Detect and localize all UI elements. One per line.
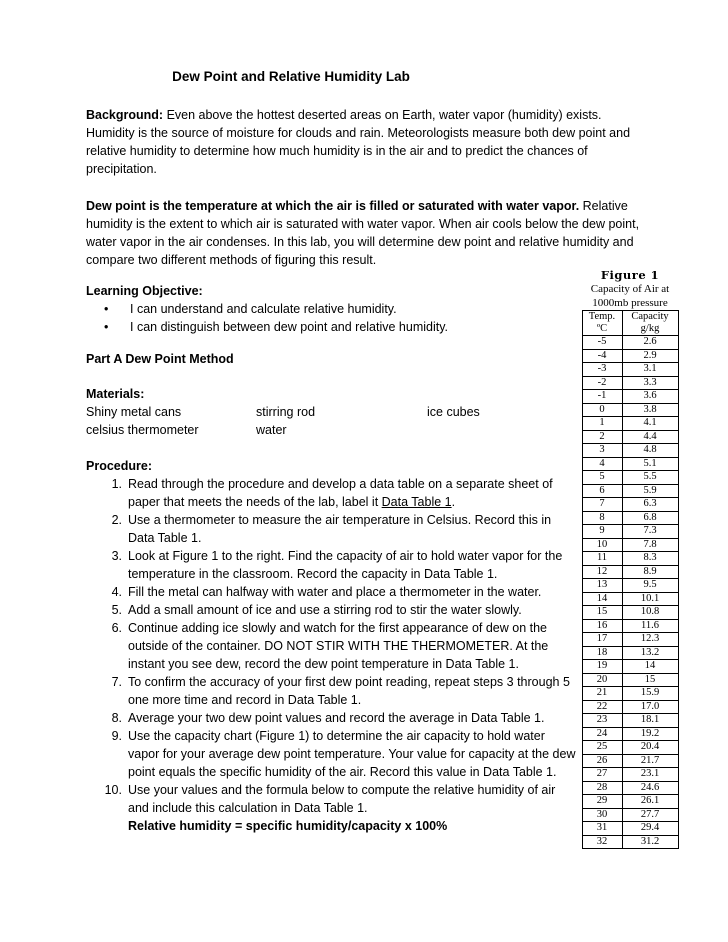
table-row	[582, 822, 678, 836]
capacity-cell: 3.8	[622, 403, 678, 417]
figure-title: Figure 1	[600, 268, 660, 282]
temp-cell: 6	[582, 484, 622, 498]
procedure-step: 10. Use your values and the formula below to compute the relative humidity of air and include this calculation in Data Table 1. Relative humidity = specific humidity/capacity x 100%	[104, 783, 556, 833]
objective-item: • I can understand and calculate relative humidity.	[86, 300, 576, 318]
objective-item: • I can distinguish between dew point and relative humidity.	[86, 318, 576, 336]
table-row	[582, 336, 678, 350]
procedure-step: 9. Use the capacity chart (Figure 1) to determine the air capacity to hold water vapor for your average dew point temperature. Your value for capacity at the dew point equals the specific humidity of the air. Record this value in Data Table 1.	[111, 729, 576, 779]
capacity-cell: 5.9	[622, 484, 678, 498]
procedure-step: 2. Use a thermometer to measure the air temperature in Celsius. Record this in Data Table 1.	[111, 513, 552, 545]
temp-cell: 8	[582, 511, 622, 525]
capacity-cell: 7.8	[622, 538, 678, 552]
temp-cell: 25	[582, 741, 622, 755]
capacity-cell: 27.7	[622, 808, 678, 822]
temp-cell: 18	[582, 646, 622, 660]
capacity-cell: 3.6	[622, 390, 678, 404]
table-row	[582, 835, 678, 849]
table-header-row	[582, 311, 678, 336]
temp-cell: 30	[582, 808, 622, 822]
temp-cell: 13	[582, 579, 622, 593]
table-row	[582, 376, 678, 390]
capacity-cell: 8.3	[622, 552, 678, 566]
temp-cell: 1	[582, 417, 622, 431]
procedure-steps	[86, 475, 576, 835]
page-title: Dew Point and Relative Humidity Lab	[172, 69, 410, 84]
temp-cell: 20	[582, 673, 622, 687]
procedure-step: 3. Look at Figure 1 to the right. Find the capacity of air to hold water vapor for the temperature in the classroom. Record the capacity in Data Table 1.	[111, 549, 563, 581]
procedure-step: 7. To confirm the accuracy of your first dew point reading, repeat steps 3 through 5 one more time and record in Data Table 1.	[111, 675, 570, 707]
capacity-table	[582, 310, 679, 849]
objective-heading: Learning Objective:	[86, 284, 203, 298]
capacity-cell: 21.7	[622, 754, 678, 768]
temp-cell: 19	[582, 660, 622, 674]
capacity-cell: 4.1	[622, 417, 678, 431]
capacity-table-body	[582, 336, 678, 849]
figure-1	[581, 268, 679, 849]
temp-cell: -5	[582, 336, 622, 350]
procedure-step: 8. Average your two dew point values and record the average in Data Table 1.	[111, 711, 545, 725]
table-row	[582, 390, 678, 404]
capacity-cell: 18.1	[622, 714, 678, 728]
temp-cell: 16	[582, 619, 622, 633]
definition-paragraph	[86, 197, 651, 269]
table-row	[582, 741, 678, 755]
capacity-cell: 14	[622, 660, 678, 674]
capacity-cell: 11.6	[622, 619, 678, 633]
materials-heading: Materials:	[86, 387, 145, 401]
table-row	[582, 565, 678, 579]
procedure-step: 1. Read through the procedure and develop a data table on a separate sheet of paper that meets the needs of the lab, label it Data Table 1.	[111, 477, 553, 509]
table-row	[582, 552, 678, 566]
capacity-cell: 6.8	[622, 511, 678, 525]
table-row	[582, 349, 678, 363]
temp-cell: 7	[582, 498, 622, 512]
capacity-cell: 3.3	[622, 376, 678, 390]
material-item: ice cubes	[427, 405, 480, 419]
capacity-cell: 20.4	[622, 741, 678, 755]
capacity-cell: 23.1	[622, 768, 678, 782]
definition-text: Relative humidity is the extent to which air is saturated with water vapor. When air cools below the dew point, water vapor in the air condenses. In this lab, you will determine dew point and relative humidity and compare two different methods of figuring this result.	[86, 199, 640, 267]
temp-cell: 24	[582, 727, 622, 741]
material-item: Shiny metal cans	[86, 405, 182, 419]
procedure-step: 5. Add a small amount of ice and use a stirring rod to stir the water slowly.	[111, 603, 522, 617]
table-row	[582, 768, 678, 782]
temp-cell: 23	[582, 714, 622, 728]
capacity-cell: 8.9	[622, 565, 678, 579]
temp-cell: 12	[582, 565, 622, 579]
data-table-link: Data Table 1	[381, 495, 452, 509]
table-row	[582, 700, 678, 714]
temp-cell: 14	[582, 592, 622, 606]
table-row	[582, 498, 678, 512]
figure-caption: Capacity of Air at 1000mb pressure	[590, 283, 670, 309]
table-row	[582, 687, 678, 701]
part-a-heading: Part A Dew Point Method	[86, 352, 234, 366]
temp-cell: 26	[582, 754, 622, 768]
temp-cell: 31	[582, 822, 622, 836]
capacity-cell: 9.5	[622, 579, 678, 593]
table-row	[582, 430, 678, 444]
material-item: stirring rod	[256, 405, 316, 419]
table-row	[582, 457, 678, 471]
capacity-cell: 5.1	[622, 457, 678, 471]
temp-cell: 0	[582, 403, 622, 417]
capacity-cell: 19.2	[622, 727, 678, 741]
table-row	[582, 781, 678, 795]
temp-cell: 17	[582, 633, 622, 647]
material-item: water	[256, 423, 287, 437]
relative-humidity-formula: Relative humidity = specific humidity/capacity x 100%	[128, 819, 448, 833]
capacity-cell: 4.8	[622, 444, 678, 458]
procedure-step: 4. Fill the metal can halfway with water and place a thermometer in the water.	[111, 585, 542, 599]
procedure-step: 6. Continue adding ice slowly and watch for the first appearance of dew on the outside of the container. DO NOT STIR WITH THE THERMOMETER. At the instant you see dew, record the dew point temperature in Data Table 1.	[111, 621, 549, 671]
temp-cell: -3	[582, 363, 622, 377]
background-text: Even above the hottest deserted areas on Earth, water vapor (humidity) exists. Humidity is the source of moisture for clouds and rain. Meteorologists measure both dew point and relative humidity to determine how much humidity is in the air and to predict the chances of precipitation.	[86, 108, 631, 176]
capacity-cell: 5.5	[622, 471, 678, 485]
temp-cell: 15	[582, 606, 622, 620]
capacity-cell: 12.3	[622, 633, 678, 647]
capacity-cell: 7.3	[622, 525, 678, 539]
procedure-heading: Procedure:	[86, 459, 152, 473]
table-row	[582, 471, 678, 485]
temp-cell: 5	[582, 471, 622, 485]
temp-column-header: Temp. ºC	[582, 311, 622, 336]
table-row	[582, 673, 678, 687]
table-row	[582, 646, 678, 660]
capacity-cell: 6.3	[622, 498, 678, 512]
temp-cell: 28	[582, 781, 622, 795]
temp-cell: -1	[582, 390, 622, 404]
temp-cell: 32	[582, 835, 622, 849]
table-row	[582, 579, 678, 593]
capacity-cell: 15	[622, 673, 678, 687]
capacity-cell: 24.6	[622, 781, 678, 795]
table-row	[582, 727, 678, 741]
material-item: celsius thermometer	[86, 423, 199, 437]
capacity-cell: 10.1	[622, 592, 678, 606]
capacity-cell: 10.8	[622, 606, 678, 620]
table-row	[582, 484, 678, 498]
temp-cell: 4	[582, 457, 622, 471]
table-row	[582, 444, 678, 458]
temp-cell: 21	[582, 687, 622, 701]
table-row	[582, 363, 678, 377]
background-label: Background:	[86, 108, 164, 122]
background-paragraph	[86, 106, 651, 178]
capacity-cell: 3.1	[622, 363, 678, 377]
temp-cell: -2	[582, 376, 622, 390]
capacity-cell: 4.4	[622, 430, 678, 444]
temp-cell: 2	[582, 430, 622, 444]
objective-list	[86, 300, 576, 336]
temp-cell: 10	[582, 538, 622, 552]
capacity-cell: 2.9	[622, 349, 678, 363]
table-row	[582, 538, 678, 552]
capacity-cell: 26.1	[622, 795, 678, 809]
table-row	[582, 795, 678, 809]
procedure-section	[86, 457, 576, 835]
temp-cell: 22	[582, 700, 622, 714]
capacity-cell: 2.6	[622, 336, 678, 350]
capacity-column-header: Capacity g/kg	[622, 311, 678, 336]
temp-cell: -4	[582, 349, 622, 363]
capacity-cell: 31.2	[622, 835, 678, 849]
table-row	[582, 592, 678, 606]
capacity-cell: 13.2	[622, 646, 678, 660]
table-row	[582, 606, 678, 620]
capacity-cell: 29.4	[622, 822, 678, 836]
table-row	[582, 619, 678, 633]
temp-cell: 27	[582, 768, 622, 782]
table-row	[582, 660, 678, 674]
temp-cell: 29	[582, 795, 622, 809]
table-row	[582, 417, 678, 431]
capacity-cell: 17.0	[622, 700, 678, 714]
table-row	[582, 808, 678, 822]
table-row	[582, 511, 678, 525]
dew-point-definition: Dew point is the temperature at which the air is filled or saturated with water vapor.	[86, 199, 580, 213]
capacity-cell: 15.9	[622, 687, 678, 701]
table-row	[582, 754, 678, 768]
temp-cell: 3	[582, 444, 622, 458]
table-row	[582, 714, 678, 728]
temp-cell: 11	[582, 552, 622, 566]
temp-cell: 9	[582, 525, 622, 539]
table-row	[582, 633, 678, 647]
learning-objective	[86, 282, 576, 336]
table-row	[582, 403, 678, 417]
table-row	[582, 525, 678, 539]
